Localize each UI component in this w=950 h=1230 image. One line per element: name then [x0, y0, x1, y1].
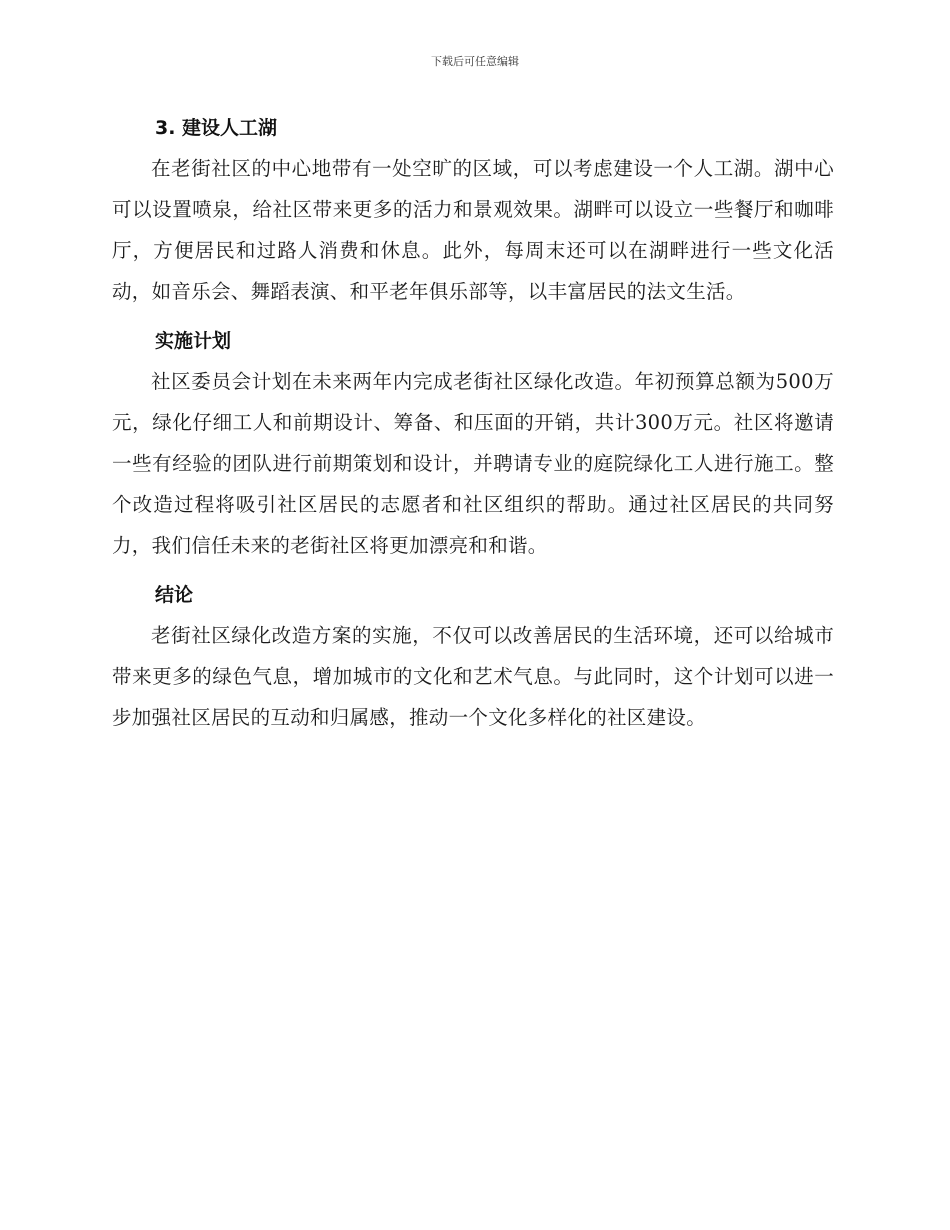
- section-heading-artificial-lake: 3. 建设人工湖: [155, 117, 278, 139]
- page-header: 下载后可任意编辑: [431, 55, 519, 68]
- section-paragraph-conclusion: 老街社区绿化改造方案的实施，不仅可以改善居民的生活环境，还可以给城市带来更多的绿色气息，增加城市的文化和艺术气息。与此同时，这个计划可以进一步加强社区居民的互动和归属感，推动一个文化多样化的社区建设。: [112, 624, 834, 729]
- section-heading-conclusion: 结论: [155, 584, 194, 606]
- section-paragraph-implementation-plan: 社区委员会计划在未来两年内完成老街社区绿化改造。年初预算总额为500万元，绿化仔细工人和前期设计、筹备、和压面的开销，共计300万元。社区将邀请一些有经验的团队进行前期策划和设计，并聘请专业的庭院绿化工人进行施工。整个改造过程将吸引社区居民的志愿者和社区组织的帮助。通过社区居民的共同努力，我们信任未来的老街社区将更加漂亮和和谐。: [112, 370, 834, 557]
- section-heading-implementation-plan: 实施计划: [155, 330, 232, 352]
- document-body: [112, 108, 834, 747]
- section-paragraph-artificial-lake: 在老街社区的中心地带有一处空旷的区域，可以考虑建设一个人工湖。湖中心可以设置喷泉，给社区带来更多的活力和景观效果。湖畔可以设立一些餐厅和咖啡厅，方便居民和过路人消费和休息。此外，每周末还可以在湖畔进行一些文化活动，如音乐会、舞蹈表演、和平老年俱乐部等，以丰富居民的法文生活。: [112, 157, 834, 303]
